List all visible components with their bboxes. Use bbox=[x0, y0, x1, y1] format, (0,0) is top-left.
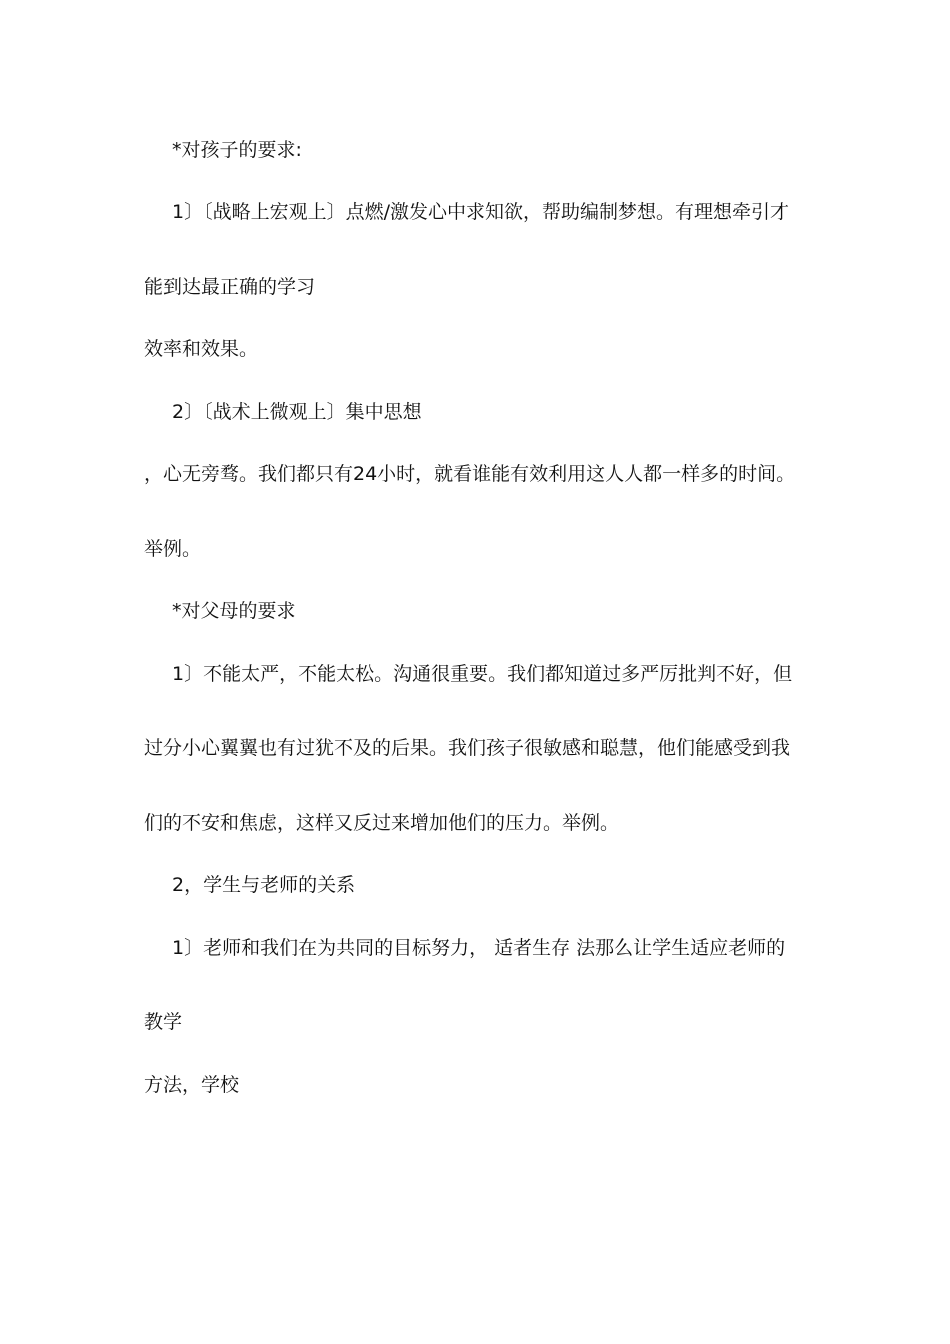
paragraph-line: 教学 bbox=[144, 1011, 183, 1033]
paragraph-line: 过分小心翼翼也有过犹不及的后果。我们孩子很敏感和聪慧，他们能感受到我 bbox=[144, 737, 791, 759]
paragraph-line: 举例。 bbox=[144, 538, 202, 560]
paragraph-line: 们的不安和焦虑，这样又反过来增加他们的压力。举例。 bbox=[144, 812, 620, 834]
paragraph-line: 能到达最正确的学习 bbox=[144, 276, 316, 298]
heading-parent-requirements: *对父母的要求 bbox=[172, 600, 296, 622]
paragraph-line: 1〕不能太严，不能太松。沟通很重要。我们都知道过多严厉批判不好，但 bbox=[172, 663, 793, 685]
paragraph-line: 2〕〔战术上微观上〕集中思想 bbox=[172, 401, 422, 423]
paragraph-line: 方法，学校 bbox=[144, 1074, 240, 1096]
paragraph-line: ，心无旁骛。我们都只有24小时，就看谁能有效利用这人人都一样多的时间。 bbox=[144, 463, 796, 485]
heading-student-teacher: 2，学生与老师的关系 bbox=[172, 874, 356, 896]
paragraph-line: 1〕老师和我们在为共同的目标努力， 适者生存 法那么让学生适应老师的 bbox=[172, 937, 786, 959]
heading-child-requirements: *对孩子的要求: bbox=[172, 139, 302, 161]
paragraph-line: 1〕〔战略上宏观上〕点燃/激发心中求知欲，帮助编制梦想。有理想牵引才 bbox=[172, 201, 789, 223]
paragraph-line: 效率和效果。 bbox=[144, 338, 259, 360]
